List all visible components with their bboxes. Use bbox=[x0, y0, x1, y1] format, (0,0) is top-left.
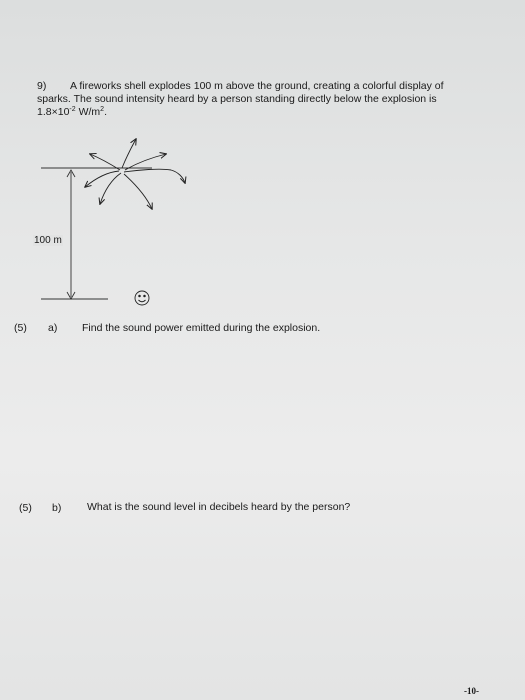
intensity-unit: W/m bbox=[75, 106, 101, 118]
height-label: 100 m bbox=[34, 235, 62, 246]
part-a-question: Find the sound power emitted during the explosion. bbox=[82, 322, 321, 334]
part-b-points: (5) bbox=[19, 502, 32, 514]
part-a-points: (5) bbox=[14, 322, 27, 334]
part-b-question: What is the sound level in decibels heard by the person? bbox=[87, 501, 351, 513]
smiley-face-icon bbox=[135, 291, 149, 305]
problem-statement-line2: sparks. The sound intensity heard by a person standing directly below the explosion is bbox=[37, 93, 437, 105]
intensity-mantissa: 1.8×10 bbox=[37, 106, 70, 118]
intensity-unit-exponent: 2 bbox=[100, 106, 105, 113]
intensity-end: . bbox=[104, 106, 107, 118]
part-b-letter: b) bbox=[52, 502, 62, 514]
firework-burst-icon bbox=[85, 139, 185, 209]
intensity-exponent: -2 bbox=[69, 106, 76, 113]
problem-number: 9) bbox=[37, 80, 47, 92]
problem-statement-line1: A fireworks shell explodes 100 m above the ground, creating a colorful display of bbox=[70, 80, 444, 92]
page-number: -10- bbox=[464, 686, 479, 696]
part-a-letter: a) bbox=[48, 322, 58, 334]
